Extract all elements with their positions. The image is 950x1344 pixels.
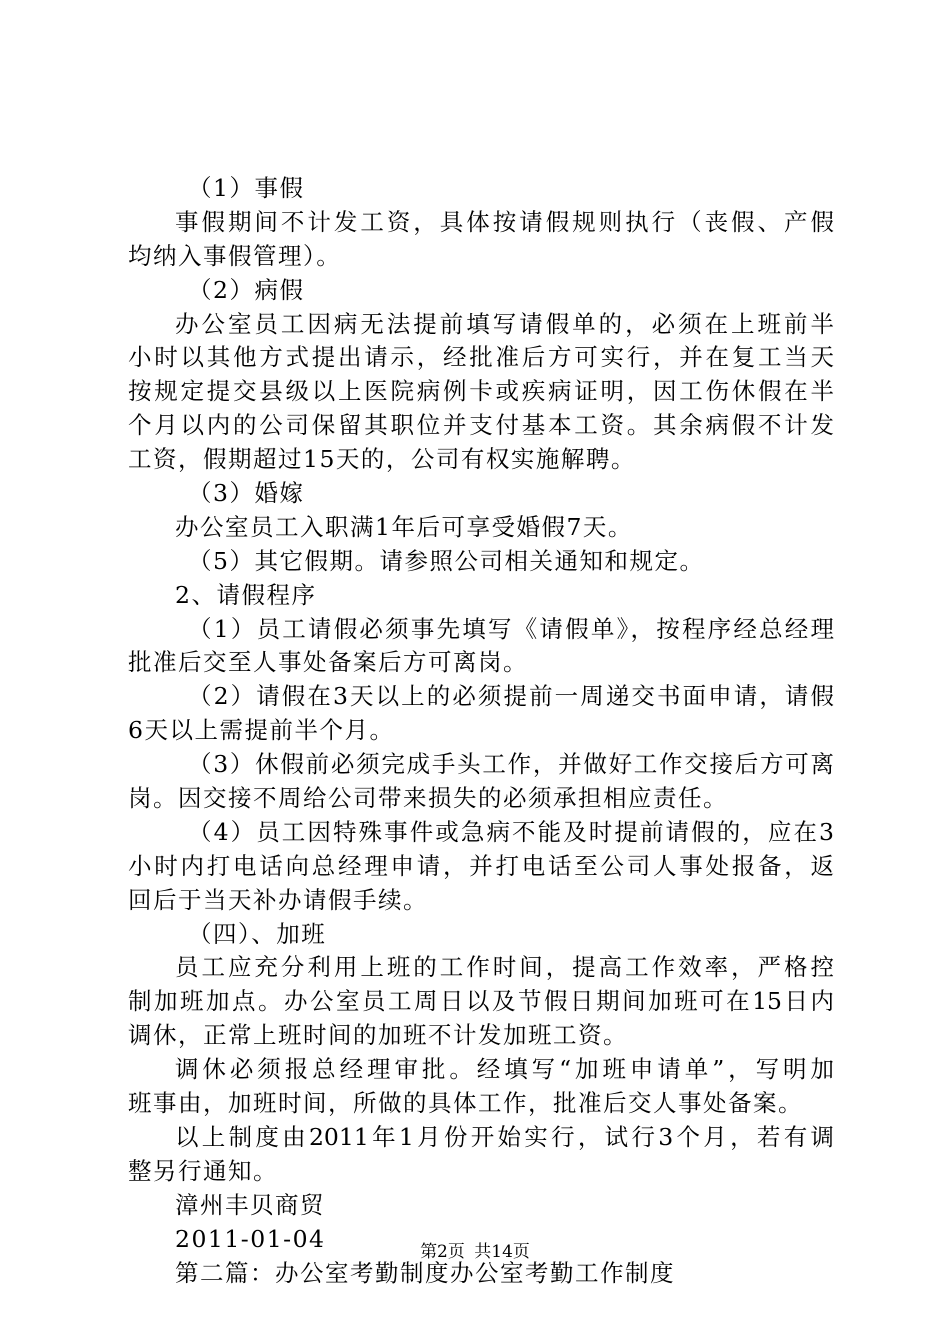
paragraph-line: （4）员工因特殊事件或急病不能及时提前请假的，应在3 xyxy=(188,817,834,846)
paragraph-line: （3）休假前必须完成手头工作，并做好工作交接后方可离 xyxy=(188,750,834,779)
paragraph-line: 调休，正常上班时间的加班不计发加班工资。 xyxy=(128,1021,628,1050)
paragraph-line: 班事由，加班时间，所做的具体工作，批准后交人事处备案。 xyxy=(128,1089,803,1118)
paragraph-line: 小时以其他方式提出请示，经批准后方可实行，并在复工当天 xyxy=(128,343,834,372)
paragraph-line: 岗。因交接不周给公司带来损失的必须承担相应责任。 xyxy=(128,784,728,813)
paragraph-line: 办公室员工因病无法提前填写请假单的，必须在上班前半 xyxy=(175,309,834,338)
paragraph-line: （1）员工请假必须事先填写《请假单》，按程序经总经理 xyxy=(188,614,834,643)
paragraph-line: 按规定提交县级以上医院病例卡或疾病证明，因工伤休假在半 xyxy=(128,377,834,406)
paragraph-line: 事假期间不计发工资，具体按请假规则执行（丧假、产假 xyxy=(175,207,834,236)
signature-date: 2011-01-04 xyxy=(175,1224,326,1253)
document-body xyxy=(128,172,834,1290)
paragraph-line: 批准后交至人事处备案后方可离岗。 xyxy=(128,648,528,677)
paragraph-line: 个月以内的公司保留其职位并支付基本工资。其余病假不计发 xyxy=(128,411,834,440)
section-heading-overtime: （四）、加班 xyxy=(188,919,327,948)
section-heading-leave-procedure: 2、请假程序 xyxy=(175,580,317,609)
paragraph-line: 整另行通知。 xyxy=(128,1156,278,1185)
paragraph-line: 员工应充分利用上班的工作时间，提高工作效率，严格控 xyxy=(175,953,834,982)
paragraph-line: 以上制度由2011年1月份开始实行，试行3个月，若有调 xyxy=(175,1122,834,1151)
paragraph-line: 小时内打电话向总经理申请，并打电话至公司人事处报备，返 xyxy=(128,851,834,880)
paragraph-line: （2）请假在3天以上的必须提前一周递交书面申请，请假 xyxy=(188,682,834,711)
section-heading-marriage-leave: （3）婚嫁 xyxy=(188,479,305,508)
paragraph-line: （5）其它假期。请参照公司相关通知和规定。 xyxy=(188,546,705,575)
chapter-heading: 第二篇：办公室考勤制度办公室考勤工作制度 xyxy=(175,1258,675,1287)
paragraph-line: 制加班加点。办公室员工周日以及节假日期间加班可在15日内 xyxy=(128,987,834,1016)
paragraph-line: 回后于当天补办请假手续。 xyxy=(128,885,428,914)
page-footer xyxy=(0,1240,950,1264)
section-heading-sick-leave: （2）病假 xyxy=(188,275,305,304)
paragraph-line: 6天以上需提前半个月。 xyxy=(128,716,395,745)
signature-company: 漳州丰贝商贸 xyxy=(175,1190,325,1219)
paragraph-line: 均纳入事假管理）。 xyxy=(128,241,342,270)
paragraph-line: 工资，假期超过15天的，公司有权实施解聘。 xyxy=(128,445,636,474)
paragraph-line: 调休必须报总经理审批。经填写“加班申请单”，写明加 xyxy=(175,1055,834,1084)
page-number: 第2页 xyxy=(420,1242,465,1262)
paragraph-line: 办公室员工入职满1年后可享受婚假7天。 xyxy=(175,512,633,541)
section-heading-personal-leave: （1）事假 xyxy=(188,174,305,202)
page-total: 共14页 xyxy=(474,1242,530,1262)
